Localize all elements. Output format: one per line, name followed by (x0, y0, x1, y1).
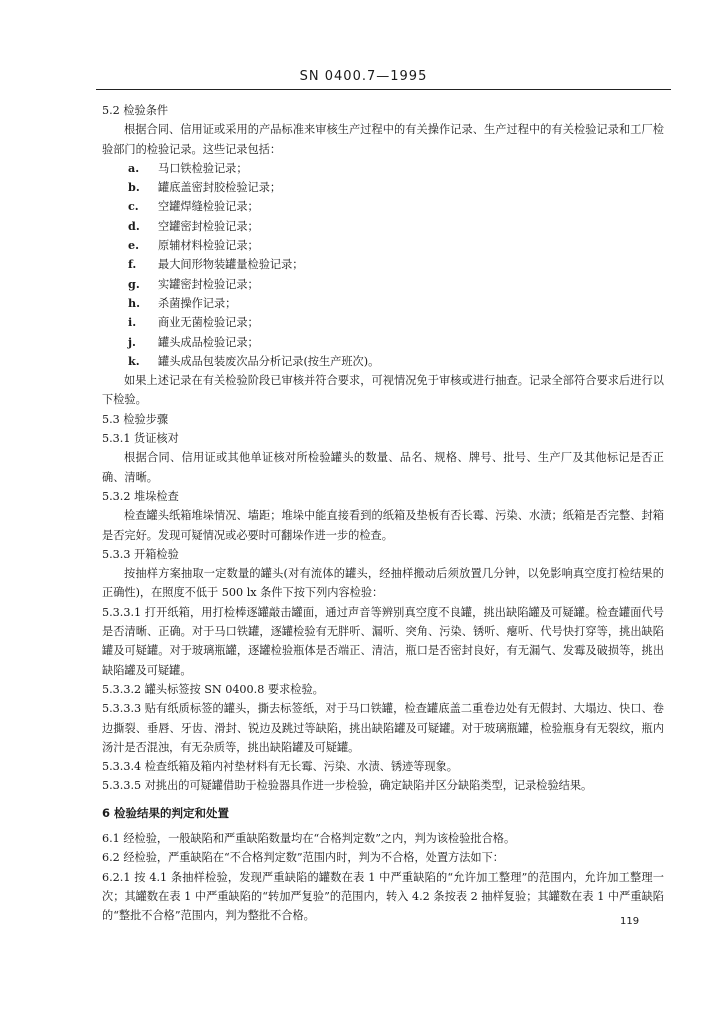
header-rule (96, 89, 671, 90)
list-item-text: 罐底盖密封胶检验记录； (158, 181, 282, 195)
section-5-3-2-heading: 5.3.2 堆垛检查 (102, 489, 179, 503)
list-item-text: 空罐密封检验记录； (158, 219, 259, 233)
list-item-letter: a. (128, 160, 140, 175)
list-item (128, 352, 664, 371)
list-item-text: 罐头成品包装废次品分析记录(按生产班次)。 (158, 354, 380, 368)
list-item (128, 313, 664, 332)
section-5-3-heading: 5.3 检验步骤 (102, 412, 169, 426)
section-5-3-3-1: 5.3.3.1 打开纸箱，用打检棒逐罐敲击罐面，通过声音等辨别真空度不良罐，挑出缺陷罐及可疑罐。检查罐面代号是否清晰、正确。对于马口铁罐，逐罐检验有无胖听、漏听、突角、污染、锈听、瘪听、代号快打穿等，挑出缺陷罐及可疑罐。对于玻璃瓶罐，逐罐检验瓶体是否端正、清洁，瓶口是否密封良好，有无漏气、发霉及破损等，挑出缺陷罐及可疑罐。 (102, 605, 664, 677)
section-5-3-3-heading: 5.3.3 开箱检验 (102, 547, 179, 561)
list-item-letter: k. (128, 353, 140, 368)
section-5-3-3-4: 5.3.3.4 检查纸箱及箱内衬垫材料有无长霉、污染、水渍、锈迹等现象。 (102, 760, 458, 774)
list-item-letter: c. (128, 199, 139, 214)
standard-code-header: SN 0400.7—1995 (299, 69, 428, 84)
section-6-2: 6.2 经检验，严重缺陷在“不合格判定数”范围内时，判为不合格，处置方法如下： (102, 851, 504, 865)
section-5-3-1-text: 根据合同、信用证或其他单证核对所检验罐头的数量、品名、规格、牌号、批号、生产厂及其他标记是否正确、清晰。 (102, 451, 664, 484)
list-item-text: 马口铁检验记录； (158, 161, 248, 175)
list-item-text: 空罐焊缝检验记录； (158, 200, 259, 214)
list-item-letter: b. (128, 180, 140, 195)
section-5-2-heading: 5.2 检验条件 (102, 104, 169, 117)
section-6-2-1: 6.2.1 按 4.1 条抽样检验，发现严重缺陷的罐数在表 1 中严重缺陷的“允许加工整理”的范围内，允许加工整理一次；其罐数在表 1 中严重缺陷的“转加严复验”的范围内，转入 4.2 条按表 2 抽样复验；其罐数在表 1 中严重缺陷的“整批不合格”范围内，判为整批不合格。 (102, 870, 664, 923)
section-5-3-3-text: 按抽样方案抽取一定数量的罐头(对有流体的罐头，经抽样搬动后须放置几分钟，以免影响真空度打检结果的正确性)，在照度不低于 500 lx 条件下按下列内容检验： (102, 567, 664, 600)
list-item-letter: f. (128, 257, 137, 272)
list-item-text: 最大间形物装罐量检验记录； (158, 258, 304, 272)
list-item (128, 197, 664, 216)
list-item-text: 实罐密封检验记录； (158, 277, 259, 291)
section-5-2-closing: 如果上述记录在有关检验阶段已审核并符合要求，可视情况免于审核或进行抽查。记录全部符合要求后进行以下检验。 (102, 374, 664, 407)
list-item-letter: h. (128, 295, 141, 310)
list-item-text: 罐头成品检验记录； (158, 335, 259, 349)
section-6-heading: 6 检验结果的判定和处置 (102, 805, 230, 820)
list-item (128, 159, 664, 178)
document-body (102, 101, 664, 925)
list-item (128, 294, 664, 313)
record-list (102, 159, 664, 371)
list-item (128, 178, 664, 197)
list-item-text: 原辅材料检验记录； (158, 239, 259, 253)
list-item-letter: d. (128, 218, 140, 233)
list-item-letter: e. (128, 238, 140, 253)
list-item (128, 333, 664, 352)
page-number: 119 (620, 916, 640, 927)
list-item-letter: g. (128, 276, 140, 291)
list-item (128, 217, 664, 236)
list-item (128, 236, 664, 255)
section-5-3-3-2: 5.3.3.2 罐头标签按 SN 0400.8 要求检验。 (102, 682, 324, 696)
list-item (128, 275, 664, 294)
section-5-2-intro: 根据合同、信用证或采用的产品标准来审核生产过程中的有关操作记录、生产过程中的有关检验记录和工厂检验部门的检验记录。这些记录包括： (102, 123, 664, 156)
list-item-letter: j. (128, 334, 136, 349)
section-5-3-2-text: 检查罐头纸箱堆垛情况、墙距；堆垛中能直接看到的纸箱及垫板有否长霉、污染、水渍；纸箱是否完整、封箱是否完好。发现可疑情况或必要时可翻垛作进一步的检查。 (102, 509, 664, 542)
section-5-3-3-3: 5.3.3.3 贴有纸质标签的罐头，撕去标签纸，对于马口铁罐，检查罐底盖二重卷边处有无假封、大塌边、快口、卷边撕裂、垂唇、牙齿、滑封、锐边及跳过等缺陷，挑出缺陷罐及可疑罐。对于玻璃瓶罐，检验瓶身有无裂纹，瓶内汤汁是否混浊，有无杂质等，挑出缺陷罐及可疑罐。 (102, 702, 664, 754)
list-item (128, 255, 664, 274)
list-item-text: 商业无菌检验记录； (158, 316, 259, 330)
list-item-letter: i. (128, 315, 137, 330)
section-5-3-3-5: 5.3.3.5 对挑出的可疑罐借助于检验器具作进一步检验，确定缺陷并区分缺陷类型，记录检验结果。 (102, 779, 593, 793)
list-item-text: 杀菌操作记录； (158, 296, 237, 310)
section-6-1: 6.1 经检验，一般缺陷和严重缺陷数量均在“合格判定数”之内，判为该检验批合格。 (102, 831, 516, 845)
section-5-3-1-heading: 5.3.1 货证核对 (102, 432, 179, 446)
